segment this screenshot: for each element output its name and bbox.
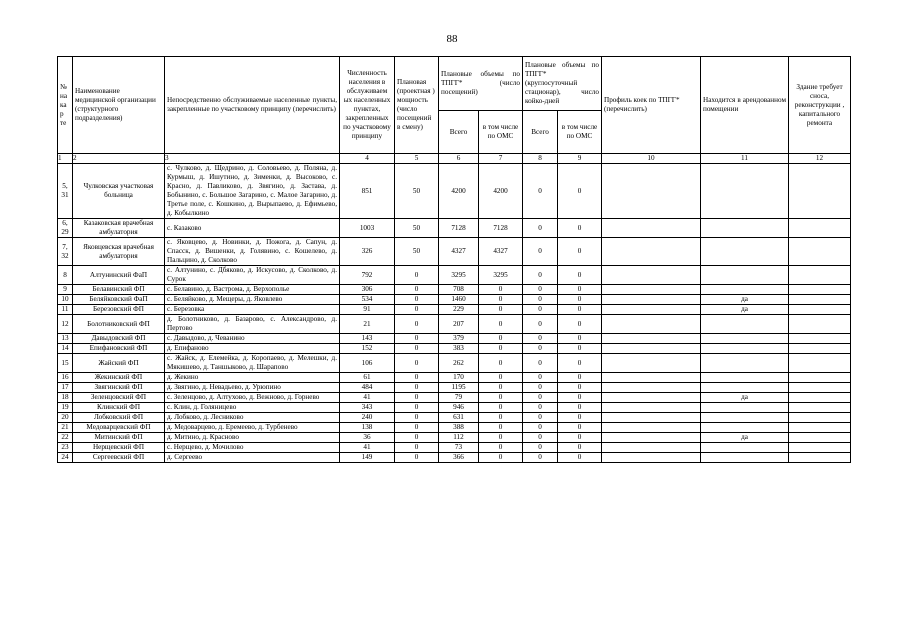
- capacity-cell: 0: [395, 383, 439, 393]
- rented-cell: [701, 219, 789, 238]
- capacity-cell: 0: [395, 344, 439, 354]
- header-capacity: Плановая (проектная ) мощность (число посещений в смену): [395, 57, 439, 154]
- beddays-oms-cell: 0: [558, 164, 602, 219]
- table-row: [58, 315, 851, 334]
- settlements-cell: с. Яковцево, д. Новинки, д. Пожога, д. Сапун, д. Спасск, д. Вишенки, д. Голявино, с. Кошелево, д. Пальцино, д. Сколково: [165, 238, 340, 266]
- capacity-cell: 50: [395, 238, 439, 266]
- organization-name-cell: Медоварцевский ФП: [73, 423, 165, 433]
- bed-profile-cell: [602, 238, 701, 266]
- col-num: 2: [73, 154, 165, 164]
- visits-oms-cell: 0: [479, 433, 523, 443]
- beddays-oms-cell: 0: [558, 219, 602, 238]
- visits-total-cell: 383: [439, 344, 479, 354]
- bed-profile-cell: [602, 266, 701, 285]
- beddays-total-cell: 0: [523, 453, 558, 463]
- beddays-oms-cell: 0: [558, 383, 602, 393]
- visits-total-cell: 1195: [439, 383, 479, 393]
- row-number-cell: 9: [58, 285, 73, 295]
- beddays-total-cell: 0: [523, 373, 558, 383]
- population-cell: 106: [340, 354, 395, 373]
- beddays-total-cell: 0: [523, 266, 558, 285]
- table-row: [58, 305, 851, 315]
- capacity-cell: 0: [395, 305, 439, 315]
- visits-oms-cell: 0: [479, 344, 523, 354]
- rented-cell: [701, 266, 789, 285]
- visits-total-cell: 112: [439, 433, 479, 443]
- population-cell: 484: [340, 383, 395, 393]
- beddays-total-cell: 0: [523, 403, 558, 413]
- header-renovation: Здание требует сноса, реконструкции , капитального ремонта: [789, 57, 851, 154]
- header-planned-visits: Плановые объемы по ТПГГ* (число посещений): [439, 57, 523, 111]
- organization-name-cell: Жайский ФП: [73, 354, 165, 373]
- visits-oms-cell: 0: [479, 403, 523, 413]
- table-row: [58, 344, 851, 354]
- visits-total-cell: 388: [439, 423, 479, 433]
- header-planned-beddays: Плановые объемы по ТПГГ* (круглосуточный стационар), число койко-дней: [523, 57, 602, 111]
- beddays-oms-cell: 0: [558, 285, 602, 295]
- visits-oms-cell: 0: [479, 315, 523, 334]
- renovation-cell: [789, 344, 851, 354]
- header-population: Численность населения в обслуживаем ых населенных пунктах, закрепленных по участковому принципу: [340, 57, 395, 154]
- bed-profile-cell: [602, 219, 701, 238]
- bed-profile-cell: [602, 354, 701, 373]
- renovation-cell: [789, 164, 851, 219]
- beddays-total-cell: 0: [523, 443, 558, 453]
- visits-oms-cell: 0: [479, 285, 523, 295]
- col-num: 1: [58, 154, 73, 164]
- beddays-total-cell: 0: [523, 219, 558, 238]
- capacity-cell: 0: [395, 266, 439, 285]
- capacity-cell: 0: [395, 453, 439, 463]
- renovation-cell: [789, 433, 851, 443]
- visits-oms-cell: 0: [479, 423, 523, 433]
- organization-name-cell: Алтунинский ФаП: [73, 266, 165, 285]
- beddays-total-cell: 0: [523, 433, 558, 443]
- bed-profile-cell: [602, 285, 701, 295]
- settlements-cell: с. Зеленцово, д. Алтухово, д. Вежново, д. Горнево: [165, 393, 340, 403]
- settlements-cell: с. Давыдово, д. Чеванино: [165, 334, 340, 344]
- rented-cell: [701, 443, 789, 453]
- table-row: [58, 354, 851, 373]
- table-row: [58, 393, 851, 403]
- facilities-table: [57, 56, 851, 463]
- organization-name-cell: Беляйковский ФаП: [73, 295, 165, 305]
- population-cell: 91: [340, 305, 395, 315]
- rented-cell: [701, 403, 789, 413]
- population-cell: 792: [340, 266, 395, 285]
- organization-name-cell: Яковцевская врачебная амбулатория: [73, 238, 165, 266]
- bed-profile-cell: [602, 413, 701, 423]
- renovation-cell: [789, 413, 851, 423]
- organization-name-cell: Клинский ФП: [73, 403, 165, 413]
- rented-cell: [701, 373, 789, 383]
- header-visits-oms: в том числе по ОМС: [479, 111, 523, 154]
- table-row: [58, 373, 851, 383]
- row-number-cell: 16: [58, 373, 73, 383]
- organization-name-cell: Митинский ФП: [73, 433, 165, 443]
- visits-oms-cell: 0: [479, 413, 523, 423]
- organization-name-cell: Казаковская врачебная амбулатория: [73, 219, 165, 238]
- visits-total-cell: 366: [439, 453, 479, 463]
- visits-total-cell: 3295: [439, 266, 479, 285]
- beddays-oms-cell: 0: [558, 305, 602, 315]
- settlements-cell: д. Медоварцево, д. Еремеево, д. Турбенево: [165, 423, 340, 433]
- bed-profile-cell: [602, 344, 701, 354]
- settlements-cell: с. Белавино, д. Вастрома, д. Верхополье: [165, 285, 340, 295]
- beddays-total-cell: 0: [523, 315, 558, 334]
- rented-cell: [701, 238, 789, 266]
- visits-total-cell: 229: [439, 305, 479, 315]
- bed-profile-cell: [602, 315, 701, 334]
- population-cell: 138: [340, 423, 395, 433]
- row-number-cell: 18: [58, 393, 73, 403]
- col-num: 4: [340, 154, 395, 164]
- beddays-oms-cell: 0: [558, 238, 602, 266]
- capacity-cell: 0: [395, 295, 439, 305]
- row-number-cell: 12: [58, 315, 73, 334]
- population-cell: 149: [340, 453, 395, 463]
- capacity-cell: 0: [395, 443, 439, 453]
- beddays-oms-cell: 0: [558, 295, 602, 305]
- beddays-oms-cell: 0: [558, 423, 602, 433]
- renovation-cell: [789, 238, 851, 266]
- row-number-cell: 14: [58, 344, 73, 354]
- header-settlements: Непосредственно обслуживаемые населенные пункты, закрепленные по участковому принципу (перечислить): [165, 57, 340, 154]
- settlements-cell: д. Звягино, д. Невадьево, д. Урюпино: [165, 383, 340, 393]
- row-number-cell: 20: [58, 413, 73, 423]
- row-number-cell: 8: [58, 266, 73, 285]
- table-row: [58, 285, 851, 295]
- beddays-total-cell: 0: [523, 393, 558, 403]
- population-cell: 152: [340, 344, 395, 354]
- beddays-oms-cell: 0: [558, 354, 602, 373]
- population-cell: 343: [340, 403, 395, 413]
- renovation-cell: [789, 403, 851, 413]
- population-cell: 534: [340, 295, 395, 305]
- settlements-cell: с. Казаково: [165, 219, 340, 238]
- bed-profile-cell: [602, 433, 701, 443]
- header-number: № на кар те: [58, 57, 73, 154]
- settlements-cell: с. Чулково, д. Щедрино, д. Соловьево, д. Поляна, д. Курмыш, д. Ишутино, д. Зименки, д. Высоково, с. Красно, д. Павликово, д. Звягино, д. Застава, д. Бобынино, с. Большое Загарино, с. Малое Загарино, д. Третье поле, с. Кошкино, д. Вырыпаево, д. Ефимьево, д. Кобылкино: [165, 164, 340, 219]
- visits-total-cell: 73: [439, 443, 479, 453]
- population-cell: 1003: [340, 219, 395, 238]
- settlements-cell: с. Беляйково, д. Мещеры, д. Яковлево: [165, 295, 340, 305]
- beddays-oms-cell: 0: [558, 266, 602, 285]
- table-row: [58, 403, 851, 413]
- col-num: 9: [558, 154, 602, 164]
- col-num: 8: [523, 154, 558, 164]
- row-number-cell: 22: [58, 433, 73, 443]
- beddays-total-cell: 0: [523, 295, 558, 305]
- renovation-cell: [789, 295, 851, 305]
- organization-name-cell: Зеленцовский ФП: [73, 393, 165, 403]
- row-number-cell: 11: [58, 305, 73, 315]
- rented-cell: [701, 164, 789, 219]
- beddays-oms-cell: 0: [558, 443, 602, 453]
- renovation-cell: [789, 334, 851, 344]
- table-row: [58, 295, 851, 305]
- population-cell: 41: [340, 393, 395, 403]
- visits-total-cell: 1460: [439, 295, 479, 305]
- visits-oms-cell: 0: [479, 354, 523, 373]
- visits-oms-cell: 0: [479, 453, 523, 463]
- organization-name-cell: Лобковский ФП: [73, 413, 165, 423]
- table-body: [58, 154, 851, 463]
- population-cell: 326: [340, 238, 395, 266]
- visits-total-cell: 207: [439, 315, 479, 334]
- table-row: [58, 238, 851, 266]
- table-row: [58, 164, 851, 219]
- capacity-cell: 0: [395, 413, 439, 423]
- header-organization: Наименование медицинской организации (структурного подразделения): [73, 57, 165, 154]
- rented-cell: [701, 334, 789, 344]
- visits-total-cell: 262: [439, 354, 479, 373]
- settlements-cell: с. Жайск, д. Елемейка, д. Коропаево, д. Мелешки, д. Мякишево, д. Таншыково, д. Шарапово: [165, 354, 340, 373]
- settlements-cell: с. Нерщево, д. Мочилово: [165, 443, 340, 453]
- row-number-cell: 19: [58, 403, 73, 413]
- page-number: 88: [446, 33, 458, 45]
- visits-oms-cell: 0: [479, 383, 523, 393]
- renovation-cell: [789, 305, 851, 315]
- beddays-total-cell: 0: [523, 285, 558, 295]
- row-number-cell: 23: [58, 443, 73, 453]
- visits-total-cell: 4327: [439, 238, 479, 266]
- visits-total-cell: 946: [439, 403, 479, 413]
- visits-oms-cell: 0: [479, 443, 523, 453]
- row-number-cell: 15: [58, 354, 73, 373]
- bed-profile-cell: [602, 453, 701, 463]
- population-cell: 36: [340, 433, 395, 443]
- beddays-oms-cell: 0: [558, 433, 602, 443]
- beddays-oms-cell: 0: [558, 334, 602, 344]
- beddays-total-cell: 0: [523, 423, 558, 433]
- population-cell: 143: [340, 334, 395, 344]
- capacity-cell: 0: [395, 393, 439, 403]
- settlements-cell: с. Алтунино, с. Дбяково, д. Искусово, д. Сколково, д. Сурок: [165, 266, 340, 285]
- bed-profile-cell: [602, 373, 701, 383]
- header-rented: Находится в арендованном помещении: [701, 57, 789, 154]
- beddays-total-cell: 0: [523, 305, 558, 315]
- table-row: [58, 443, 851, 453]
- settlements-cell: д. Митино, д. Красново: [165, 433, 340, 443]
- beddays-total-cell: 0: [523, 344, 558, 354]
- population-cell: 240: [340, 413, 395, 423]
- organization-name-cell: Березовский ФП: [73, 305, 165, 315]
- capacity-cell: 0: [395, 423, 439, 433]
- rented-cell: да: [701, 433, 789, 443]
- column-number-row: [58, 154, 851, 164]
- population-cell: 41: [340, 443, 395, 453]
- visits-oms-cell: 7128: [479, 219, 523, 238]
- beddays-total-cell: 0: [523, 334, 558, 344]
- beddays-oms-cell: 0: [558, 344, 602, 354]
- organization-name-cell: Болотниковский ФП: [73, 315, 165, 334]
- rented-cell: [701, 285, 789, 295]
- visits-total-cell: 7128: [439, 219, 479, 238]
- bed-profile-cell: [602, 295, 701, 305]
- bed-profile-cell: [602, 334, 701, 344]
- population-cell: 851: [340, 164, 395, 219]
- bed-profile-cell: [602, 393, 701, 403]
- settlements-cell: с. Клин, д. Голяницево: [165, 403, 340, 413]
- capacity-cell: 50: [395, 164, 439, 219]
- renovation-cell: [789, 453, 851, 463]
- rented-cell: [701, 315, 789, 334]
- visits-total-cell: 708: [439, 285, 479, 295]
- visits-total-cell: 631: [439, 413, 479, 423]
- table-row: [58, 334, 851, 344]
- row-number-cell: 13: [58, 334, 73, 344]
- row-number-cell: 24: [58, 453, 73, 463]
- beddays-oms-cell: 0: [558, 373, 602, 383]
- renovation-cell: [789, 393, 851, 403]
- table-row: [58, 219, 851, 238]
- settlements-cell: д. Болотниково, д. Базарово, с. Александрово, д. Пертово: [165, 315, 340, 334]
- visits-oms-cell: 0: [479, 295, 523, 305]
- capacity-cell: 0: [395, 354, 439, 373]
- row-number-cell: 7, 32: [58, 238, 73, 266]
- renovation-cell: [789, 266, 851, 285]
- table-row: [58, 453, 851, 463]
- col-num: 12: [789, 154, 851, 164]
- bed-profile-cell: [602, 383, 701, 393]
- settlements-cell: д. Лобково, д. Лесниково: [165, 413, 340, 423]
- population-cell: 306: [340, 285, 395, 295]
- organization-name-cell: Звягинский ФП: [73, 383, 165, 393]
- renovation-cell: [789, 315, 851, 334]
- capacity-cell: 0: [395, 285, 439, 295]
- capacity-cell: 0: [395, 315, 439, 334]
- beddays-total-cell: 0: [523, 238, 558, 266]
- beddays-oms-cell: 0: [558, 315, 602, 334]
- organization-name-cell: Чулковская участковая больница: [73, 164, 165, 219]
- col-num: 11: [701, 154, 789, 164]
- row-number-cell: 10: [58, 295, 73, 305]
- header-beddays-oms: в том числе по ОМС: [558, 111, 602, 154]
- header-bed-profile: Профиль коек по ТПГГ* (перечислить): [602, 57, 701, 154]
- visits-oms-cell: 4200: [479, 164, 523, 219]
- visits-oms-cell: 4327: [479, 238, 523, 266]
- organization-name-cell: Нерщевский ФП: [73, 443, 165, 453]
- row-number-cell: 6, 29: [58, 219, 73, 238]
- capacity-cell: 0: [395, 334, 439, 344]
- organization-name-cell: Сергеевский ФП: [73, 453, 165, 463]
- beddays-oms-cell: 0: [558, 453, 602, 463]
- rented-cell: [701, 413, 789, 423]
- rented-cell: да: [701, 295, 789, 305]
- table-row: [58, 383, 851, 393]
- table-row: [58, 413, 851, 423]
- beddays-total-cell: 0: [523, 413, 558, 423]
- row-number-cell: 5, 31: [58, 164, 73, 219]
- visits-oms-cell: 0: [479, 373, 523, 383]
- rented-cell: [701, 344, 789, 354]
- visits-total-cell: 79: [439, 393, 479, 403]
- rented-cell: да: [701, 393, 789, 403]
- beddays-oms-cell: 0: [558, 413, 602, 423]
- capacity-cell: 50: [395, 219, 439, 238]
- rented-cell: [701, 453, 789, 463]
- renovation-cell: [789, 443, 851, 453]
- beddays-total-cell: 0: [523, 383, 558, 393]
- renovation-cell: [789, 219, 851, 238]
- col-num: 7: [479, 154, 523, 164]
- visits-oms-cell: 0: [479, 393, 523, 403]
- visits-oms-cell: 0: [479, 334, 523, 344]
- col-num: 10: [602, 154, 701, 164]
- visits-total-cell: 379: [439, 334, 479, 344]
- visits-total-cell: 4200: [439, 164, 479, 219]
- settlements-cell: д. Епифаново: [165, 344, 340, 354]
- header-visits-total: Всего: [439, 111, 479, 154]
- beddays-total-cell: 0: [523, 354, 558, 373]
- renovation-cell: [789, 373, 851, 383]
- beddays-total-cell: 0: [523, 164, 558, 219]
- bed-profile-cell: [602, 164, 701, 219]
- capacity-cell: 0: [395, 403, 439, 413]
- row-number-cell: 21: [58, 423, 73, 433]
- beddays-oms-cell: 0: [558, 393, 602, 403]
- rented-cell: да: [701, 305, 789, 315]
- bed-profile-cell: [602, 403, 701, 413]
- renovation-cell: [789, 354, 851, 373]
- rented-cell: [701, 354, 789, 373]
- rented-cell: [701, 423, 789, 433]
- table-row: [58, 266, 851, 285]
- renovation-cell: [789, 285, 851, 295]
- col-num: 5: [395, 154, 439, 164]
- settlements-cell: с. Березовка: [165, 305, 340, 315]
- row-number-cell: 17: [58, 383, 73, 393]
- organization-name-cell: Жекинский ФП: [73, 373, 165, 383]
- visits-oms-cell: 3295: [479, 266, 523, 285]
- population-cell: 61: [340, 373, 395, 383]
- col-num: 3: [165, 154, 340, 164]
- visits-total-cell: 170: [439, 373, 479, 383]
- organization-name-cell: Белавинский ФП: [73, 285, 165, 295]
- organization-name-cell: Епифановский ФП: [73, 344, 165, 354]
- organization-name-cell: Давыдовский ФП: [73, 334, 165, 344]
- col-num: 6: [439, 154, 479, 164]
- settlements-cell: д. Жекино: [165, 373, 340, 383]
- capacity-cell: 0: [395, 433, 439, 443]
- table-row: [58, 423, 851, 433]
- population-cell: 21: [340, 315, 395, 334]
- table-row: [58, 433, 851, 443]
- rented-cell: [701, 383, 789, 393]
- capacity-cell: 0: [395, 373, 439, 383]
- renovation-cell: [789, 383, 851, 393]
- bed-profile-cell: [602, 423, 701, 433]
- renovation-cell: [789, 423, 851, 433]
- bed-profile-cell: [602, 305, 701, 315]
- visits-oms-cell: 0: [479, 305, 523, 315]
- header-beddays-total: Всего: [523, 111, 558, 154]
- beddays-oms-cell: 0: [558, 403, 602, 413]
- bed-profile-cell: [602, 443, 701, 453]
- settlements-cell: д. Сергеево: [165, 453, 340, 463]
